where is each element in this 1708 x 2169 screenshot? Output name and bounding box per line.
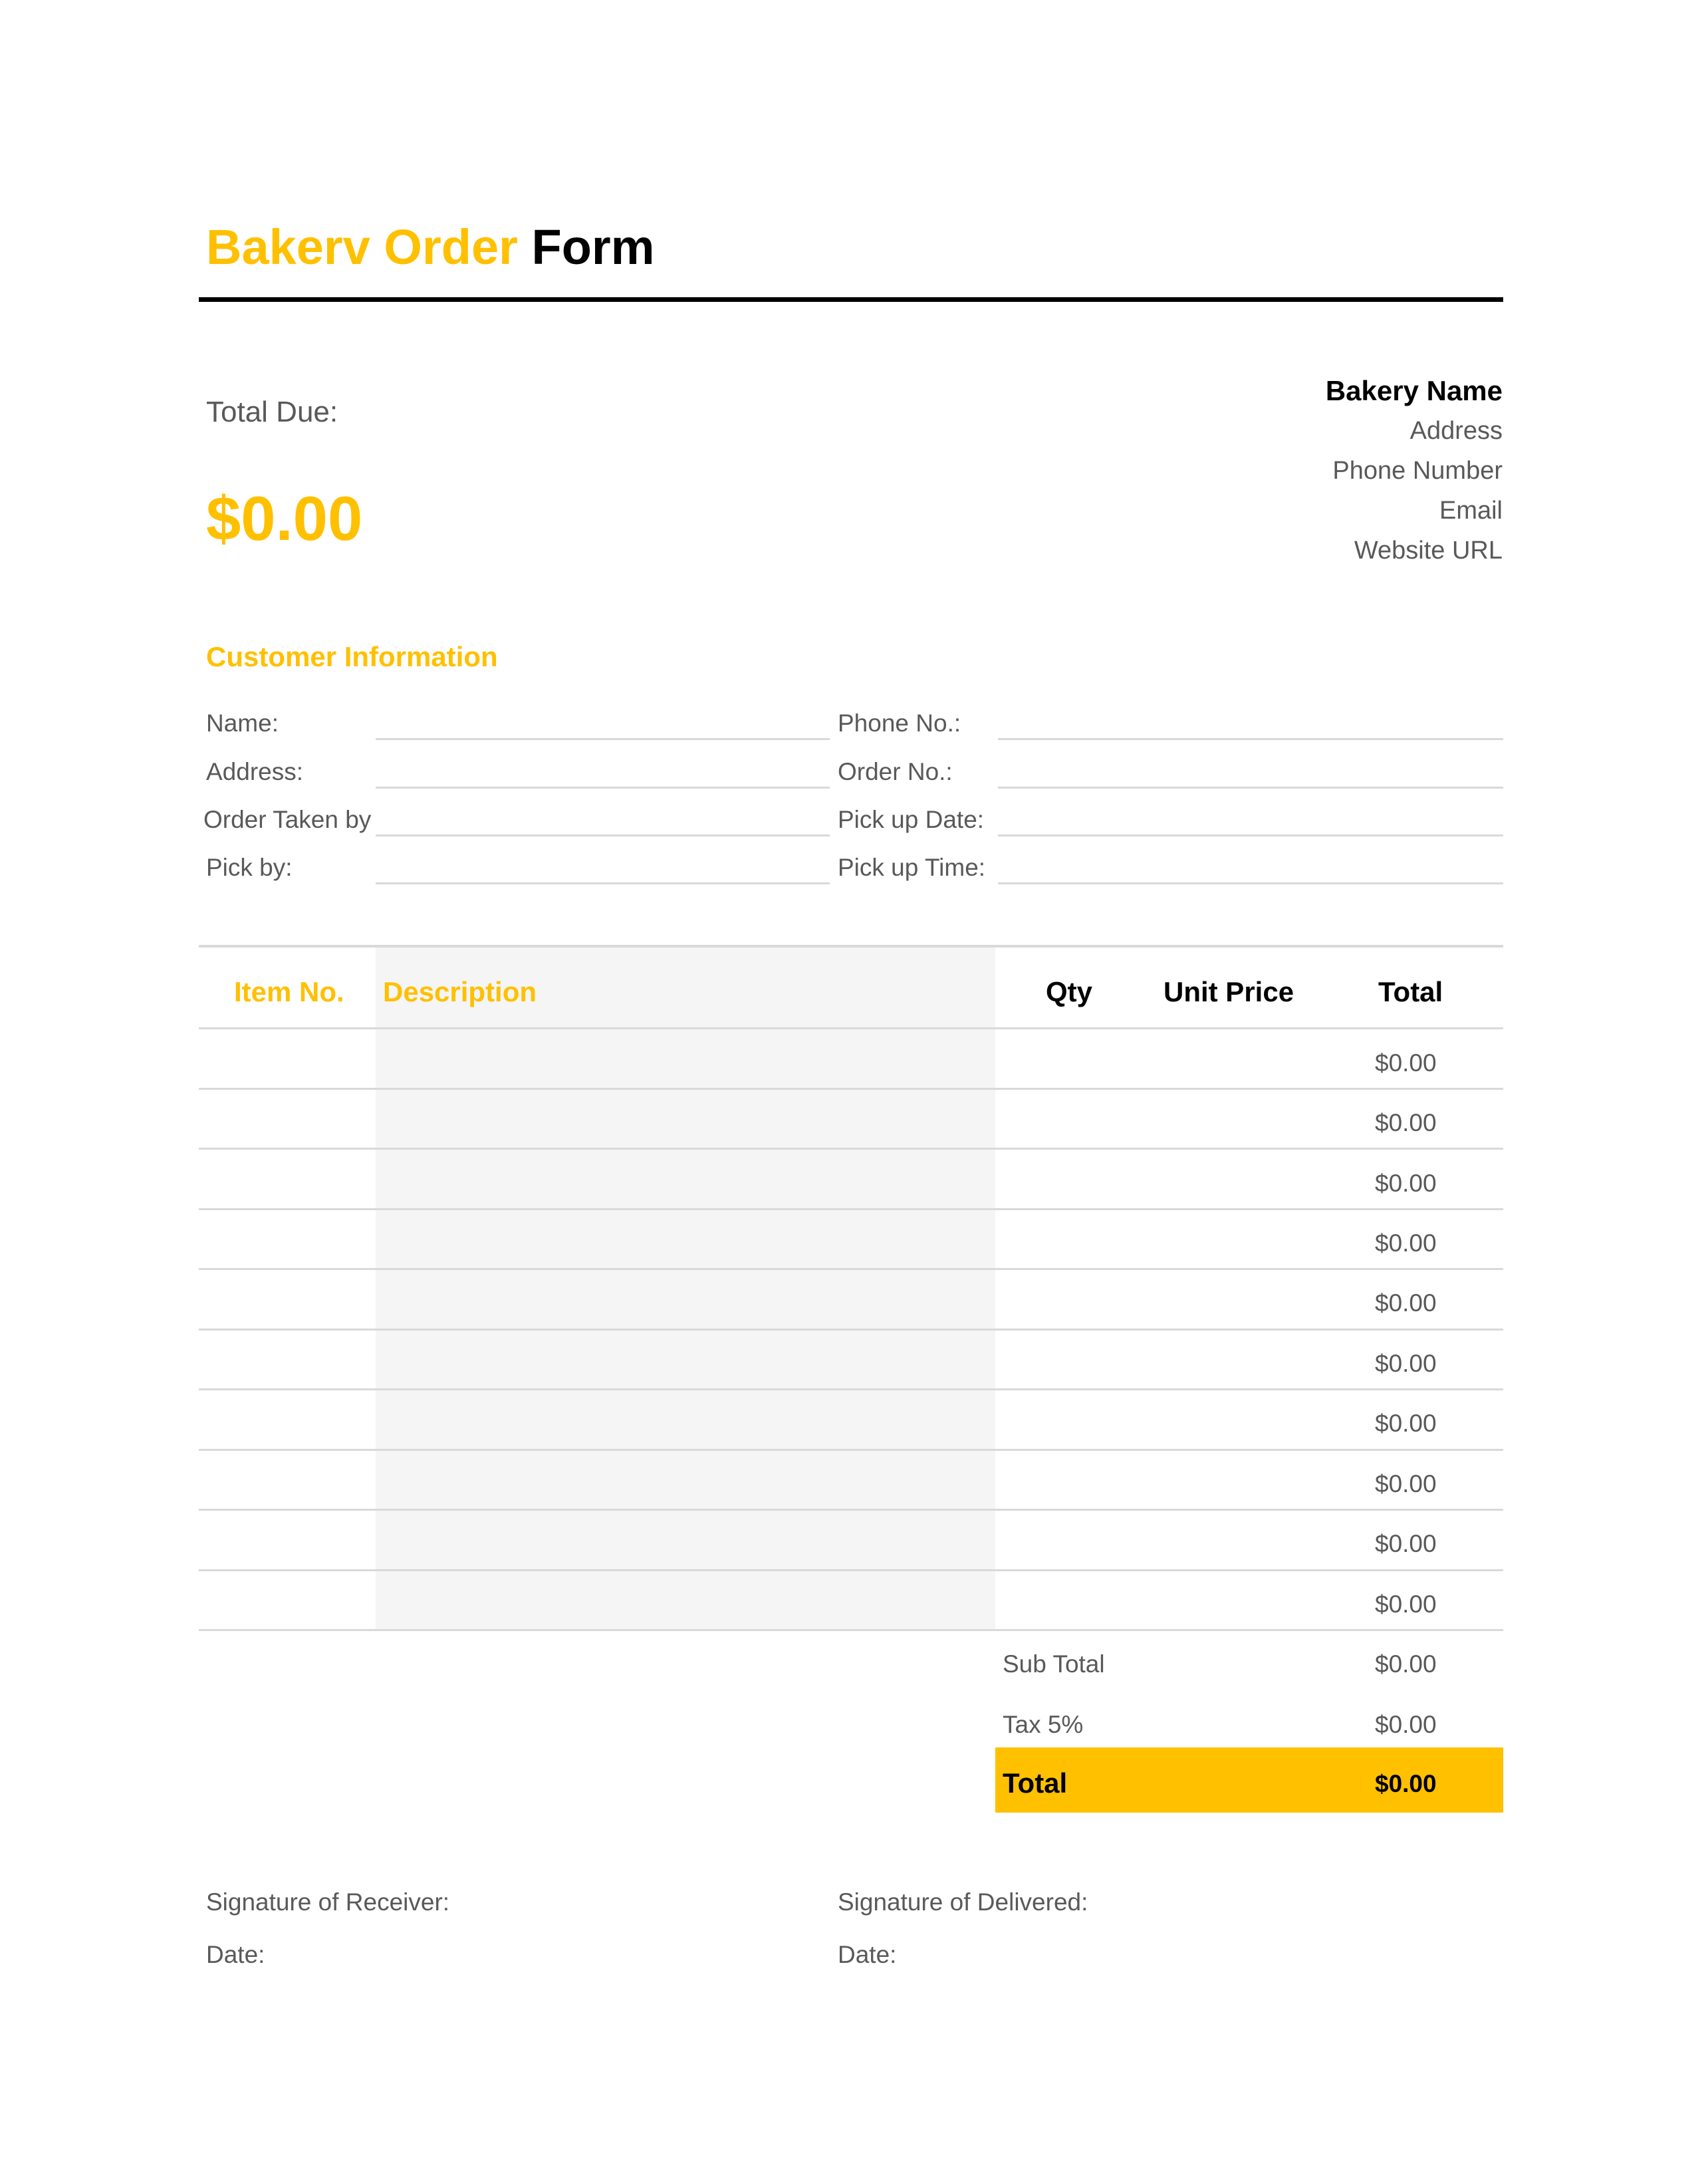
company-phone: Phone Number: [1332, 457, 1503, 485]
header-qty: Qty: [1046, 976, 1093, 1007]
header-item-no: Item No.: [234, 976, 344, 1007]
row-divider: [199, 1208, 1503, 1210]
company-email: Email: [1439, 497, 1503, 525]
address-label: Address:: [206, 758, 304, 785]
order-taken-by-field[interactable]: [376, 834, 830, 836]
company-address: Address: [1409, 417, 1503, 445]
row-total: $0.00: [1375, 1591, 1437, 1618]
row-total: $0.00: [1375, 1289, 1437, 1317]
company-website: Website URL: [1354, 537, 1503, 565]
title-accent: Bakerv Order: [206, 219, 518, 275]
header-rule: [199, 1027, 1503, 1029]
total-due-amount: $0.00: [206, 483, 363, 553]
row-divider: [199, 1449, 1503, 1451]
description-column-shade: [376, 948, 995, 1630]
row-total: $0.00: [1375, 1410, 1437, 1437]
row-total: $0.00: [1375, 1470, 1437, 1497]
tax-value: $0.00: [1375, 1711, 1437, 1738]
grand-total-value: $0.00: [1375, 1770, 1437, 1797]
company-info: [1326, 371, 1503, 571]
row-divider: [199, 1088, 1503, 1090]
pickup-date-label: Pick up Date:: [838, 806, 985, 833]
receiver-signature-label: Signature of Receiver:: [206, 1888, 450, 1916]
total-due-label: Total Due:: [206, 396, 338, 428]
order-no-label: Order No.:: [838, 758, 953, 785]
phone-no-field[interactable]: [998, 738, 1503, 740]
address-field[interactable]: [376, 787, 830, 789]
pickup-time-field[interactable]: [998, 882, 1503, 884]
row-divider: [199, 1329, 1503, 1331]
row-divider: [199, 1268, 1503, 1270]
order-taken-by-label: Order Taken by: [203, 806, 372, 833]
customer-info-title: Customer Information: [206, 641, 498, 672]
row-divider: [199, 1569, 1503, 1571]
pick-by-field[interactable]: [376, 882, 830, 884]
name-field[interactable]: [376, 738, 830, 740]
company-name: Bakery Name: [1325, 375, 1503, 406]
header-total: Total: [1378, 976, 1443, 1007]
subtotal-label: Sub Total: [1003, 1650, 1105, 1678]
order-no-field[interactable]: [998, 787, 1503, 789]
row-total: $0.00: [1375, 1049, 1437, 1077]
delivered-signature-label: Signature of Delivered:: [838, 1888, 1088, 1916]
page-title: [206, 214, 655, 281]
pickup-time-label: Pick up Time:: [838, 854, 986, 881]
title-divider: [199, 297, 1503, 302]
row-total: $0.00: [1375, 1109, 1437, 1136]
name-label: Name:: [206, 709, 279, 737]
row-divider: [199, 1148, 1503, 1150]
row-total: $0.00: [1375, 1350, 1437, 1377]
pickup-date-field[interactable]: [998, 834, 1503, 836]
row-divider: [199, 1509, 1503, 1511]
row-total: $0.00: [1375, 1229, 1437, 1257]
header-description: Description: [383, 976, 537, 1007]
pick-by-label: Pick by:: [206, 854, 293, 881]
row-divider: [199, 1388, 1503, 1390]
grand-total-label: Total: [1003, 1767, 1068, 1799]
tax-label: Tax 5%: [1003, 1711, 1084, 1738]
phone-no-label: Phone No.:: [838, 709, 961, 737]
row-total: $0.00: [1375, 1170, 1437, 1197]
subtotal-value: $0.00: [1375, 1650, 1437, 1678]
row-total: $0.00: [1375, 1530, 1437, 1557]
receiver-date-label: Date:: [206, 1941, 265, 1968]
title-dark: Form: [531, 219, 655, 275]
header-unit-price: Unit Price: [1163, 976, 1294, 1007]
table-bottom-rule: [199, 1629, 1503, 1631]
delivered-date-label: Date:: [838, 1941, 897, 1968]
